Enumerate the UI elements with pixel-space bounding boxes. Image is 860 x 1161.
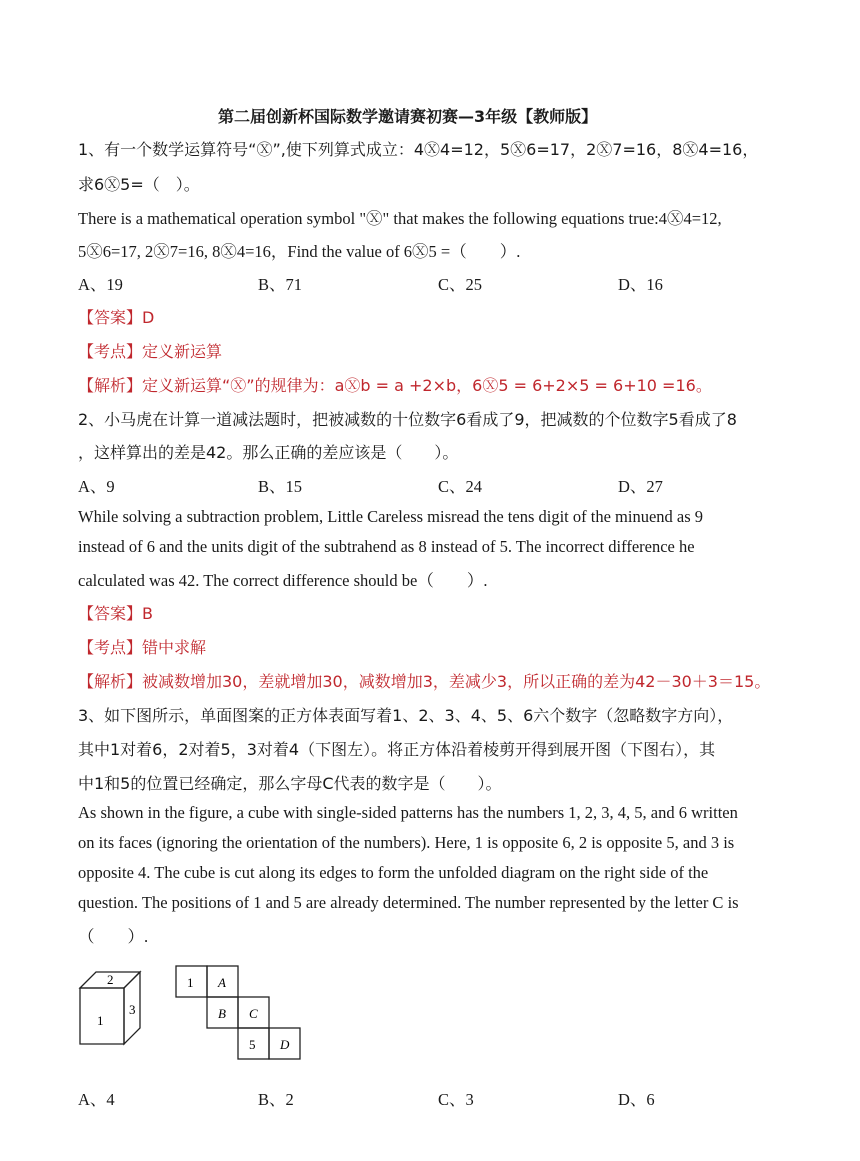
q3-option-d: D、6 [618, 1090, 655, 1109]
q1-text-en-line2: 5Ⓧ6=17, 2Ⓧ7=16, 8Ⓧ4=16，Find the value of 6Ⓧ5 =（ ）. [78, 242, 521, 261]
cube-figure [76, 966, 156, 1050]
cube-front-label: 1 [97, 1013, 104, 1028]
q2-text-en-line2: instead of 6 and the units digit of the subtrahend as 8 instead of 5. The incorrect difference he [78, 537, 695, 556]
q3-text-en-line3: opposite 4. The cube is cut along its edges to form the unfolded diagram on the right side of the [78, 863, 709, 882]
q1-text-zh-line2: 求6Ⓧ5=（ ）。 [78, 175, 200, 194]
q2-option-b: B、15 [258, 477, 303, 496]
q2-analysis: 【解析】被减数增加30，差就增加30，减数增加3，差减少3，所以正确的差为42－30＋3＝15。 [78, 672, 771, 691]
cube-net-figure [174, 964, 302, 1062]
net-label-1: 1 [187, 975, 194, 990]
q2-text-en-line3: calculated was 42. The correct difference should be（ ）. [78, 571, 488, 590]
q2-knowledge-point: 【考点】错中求解 [78, 638, 207, 657]
q2-option-a: A、9 [78, 477, 115, 496]
q2-option-c: C、24 [438, 477, 483, 496]
net-label-b: B [218, 1006, 226, 1021]
cube-top-label: 2 [107, 972, 114, 987]
q1-knowledge-point: 【考点】定义新运算 [78, 342, 223, 361]
q1-option-b: B、71 [258, 275, 303, 294]
q3-text-zh-line1: 3、如下图所示，单面图案的正方体表面写着1、2、3、4、5、6六个数字（忽略数字方向）， [78, 706, 734, 725]
q1-option-d: D、16 [618, 275, 663, 294]
page-title: 第二届创新杯国际数学邀请赛初赛—3年级【教师版】 [218, 107, 598, 126]
q3-text-en-line2: on its faces (ignoring the orientation of the numbers). Here, 1 is opposite 6, 2 is opposite 5, and 3 is [78, 833, 735, 852]
q1-option-a: A、19 [78, 275, 123, 294]
cube-side-label: 3 [129, 1002, 136, 1017]
net-label-d: D [280, 1037, 290, 1052]
net-label-c: C [249, 1006, 258, 1021]
q3-text-en-line5: （ ）. [78, 927, 149, 946]
q1-option-c: C、25 [438, 275, 483, 294]
q3-text-en-line1: As shown in the figure, a cube with single-sided patterns has the numbers 1, 2, 3, 4, 5, and 6 written [78, 803, 738, 822]
q3-text-zh-line3: 中1和5的位置已经确定，那么字母C代表的数字是（ ）。 [78, 774, 502, 793]
q3-text-zh-line2: 其中1对着6，2对着5，3对着4（下图左）。将正方体沿着棱剪开得到展开图（下图右），其 [78, 740, 716, 759]
q2-text-zh-line1: 2、小马虎在计算一道减法题时，把被减数的十位数字6看成了9，把减数的个位数字5看成了8 [78, 410, 737, 429]
q3-option-c: C、3 [438, 1090, 474, 1109]
net-label-5: 5 [249, 1037, 256, 1052]
q1-analysis: 【解析】定义新运算“Ⓧ”的规律为：aⓍb = a +2×b，6Ⓧ5 = 6+2×5 = 6+10 =16。 [78, 376, 712, 395]
q3-option-b: B、2 [258, 1090, 294, 1109]
q3-option-a: A、4 [78, 1090, 115, 1109]
q1-text-zh-line1: 1、有一个数学运算符号“Ⓧ”,使下列算式成立：4Ⓧ4=12，5Ⓧ6=17，2Ⓧ7=16，8Ⓧ4=16， [78, 140, 759, 159]
q2-option-d: D、27 [618, 477, 663, 496]
net-label-a: A [218, 975, 226, 990]
q2-answer: 【答案】B [78, 604, 153, 623]
q1-answer: 【答案】D [78, 308, 155, 327]
q2-text-en-line1: While solving a subtraction problem, Little Careless misread the tens digit of the minuend as 9 [78, 507, 704, 526]
q2-text-zh-line2: ，这样算出的差是42。那么正确的差应该是（ ）。 [78, 443, 459, 462]
q3-text-en-line4: question. The positions of 1 and 5 are already determined. The number represented by the letter C is [78, 893, 739, 912]
q1-text-en-line1: There is a mathematical operation symbol "Ⓧ" that makes the following equations true:4Ⓧ4=12, [78, 209, 722, 228]
